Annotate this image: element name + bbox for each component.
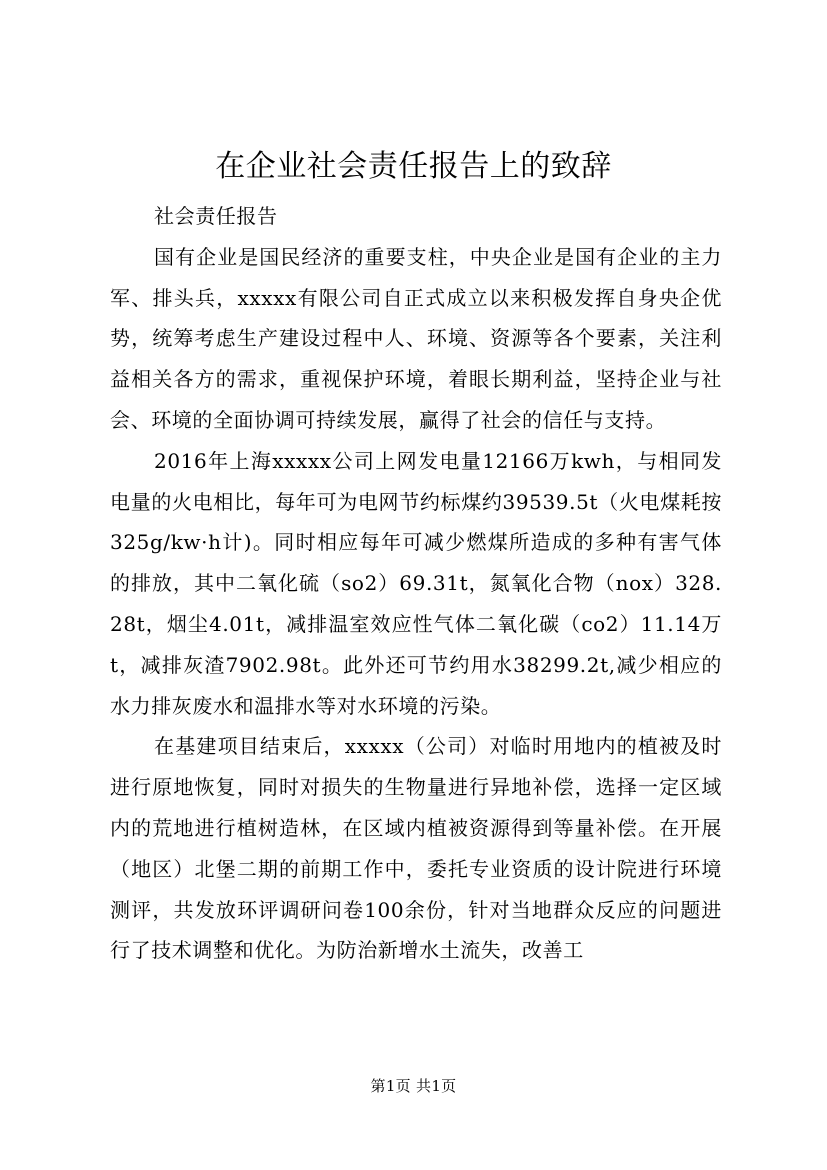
body-paragraph: 国有企业是国民经济的重要支柱，中央企业是国有企业的主力军、排头兵，xxxxx有限公司自正式成立以来积极发挥自身央企优势，统筹考虑生产建设过程中人、环境、资源等各个要素，关注利益相关各方的需求，重视保护环境，着眼长期利益，坚持企业与社会、环境的全面协调可持续发展，赢得了社会的信任与支持。 — [110, 244, 722, 432]
page-footer: 第1页 共1页 — [370, 1077, 457, 1095]
subtitle-paragraph: 社会责任报告 — [154, 204, 278, 228]
document-title: 在企业社会责任报告上的致辞 — [215, 149, 612, 184]
body-paragraph: 2016年上海xxxxx公司上网发电量12166万kwh，与相同发电量的火电相比，每年可为电网节约标煤约39539.5t（火电煤耗按325g/kw·h计)。同时相应每年可减少燃煤所造成的多种有害气体的排放，其中二氧化硫（so2）69.31t，氮氧化合物（nox）328.28t，烟尘4.01t，减排温室效应性气体二氧化碳（co2）11.14万t，减排灰渣7902.98t。此外还可节约用水38299.2t,减少相应的水力排灰废水和温排水等对水环境的污染。 — [110, 448, 722, 718]
document-body — [110, 196, 722, 971]
body-paragraph: 在基建项目结束后，xxxxx（公司）对临时用地内的植被及时进行原地恢复，同时对损失的生物量进行异地补偿，选择一定区域内的荒地进行植树造林，在区域内植被资源得到等量补偿。在开展（地区）北堡二期的前期工作中，委托专业资质的设计院进行环境测评，共发放环评调研问卷100余份，针对当地群众反应的问题进行了技术调整和优化。为防治新增水土流失，改善工 — [110, 734, 722, 963]
